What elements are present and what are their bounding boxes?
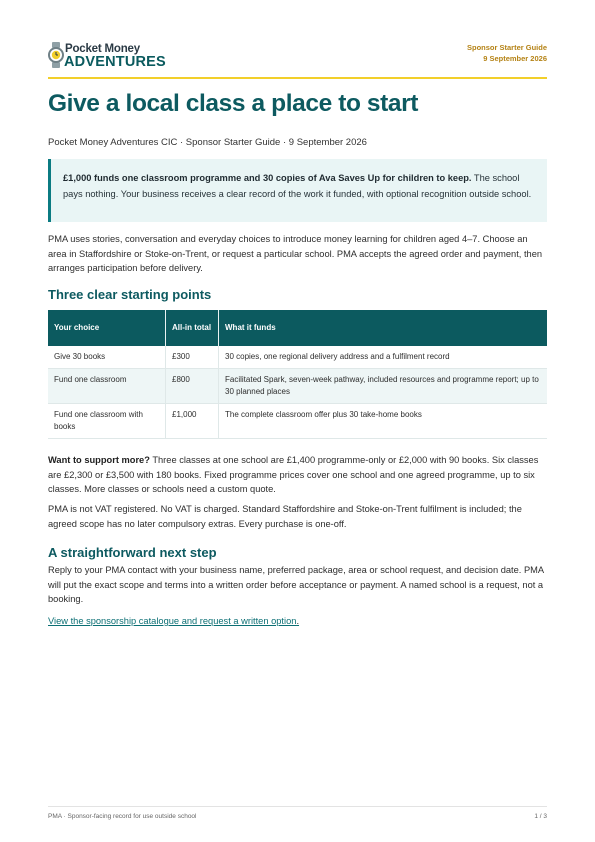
section-heading-options: Three clear starting points [48, 287, 212, 302]
table-cell-choice: Fund one classroom [48, 369, 166, 404]
table-cell-funds: 30 copies, one regional delivery address and a fulfilment record [219, 346, 548, 369]
intro-paragraph: PMA uses stories, conversation and everyday choices to introduce money learning for children aged 4–7. Choose an area in Staffordshire or Stoke-on-Trent, or request a particular school. PMA accepts the agreed order and payment, then arranges participation before delivery. [48, 234, 543, 274]
catalogue-link-line [48, 616, 299, 626]
logo-wordmark-bottom: ADVENTURES [64, 54, 166, 70]
table-cell-choice: Fund one classroom with books [48, 404, 166, 439]
table-cell-total: £800 [166, 369, 219, 404]
header-divider [48, 77, 547, 79]
byline: Pocket Money Adventures CIC · Sponsor Starter Guide · 9 September 2026 [48, 137, 367, 148]
callout-headline: £1,000 funds one classroom programme and 30 copies of Ava Saves Up for children to keep. [63, 173, 472, 183]
table-row [48, 369, 547, 404]
table-header-total: All-in total [166, 310, 219, 346]
table-row [48, 404, 547, 439]
watch-icon [48, 42, 64, 68]
support-more-paragraph [48, 453, 548, 497]
table-cell-total: £1,000 [166, 404, 219, 439]
table-header-row [48, 310, 547, 346]
table-header-choice: Your choice [48, 310, 166, 346]
callout-box [48, 159, 547, 222]
table-cell-funds: Facilitated Spark, seven-week pathway, included resources and programme report; up to 30 planned places [219, 369, 548, 404]
guide-date: 9 September 2026 [483, 54, 547, 63]
table-cell-funds: The complete classroom offer plus 30 take-home books [219, 404, 548, 439]
footer-divider [48, 806, 547, 807]
header-meta [467, 42, 547, 64]
support-more-lead: Want to support more? [48, 455, 150, 465]
table-cell-choice: Give 30 books [48, 346, 166, 369]
options-table [48, 310, 547, 439]
vat-paragraph: PMA is not VAT registered. No VAT is charged. Standard Staffordshire and Stoke-on-Trent fulfilment is included; the agreed scope has no later compulsory extras. Every purchase is one-off. [48, 504, 522, 529]
brand-logo [48, 42, 188, 72]
page-number: 1 / 3 [534, 813, 547, 820]
catalogue-link[interactable]: View the sponsorship catalogue and request a written option [48, 616, 297, 626]
page-header [48, 40, 547, 78]
link-suffix: . [296, 616, 300, 626]
next-step-paragraph: Reply to your PMA contact with your business name, preferred package, area or school request, and decision date. PMA will put the exact scope and terms into a written order before acceptance or payment. A named school is a request, not a booking. [48, 565, 544, 605]
table-header-funds: What it funds [219, 310, 548, 346]
page-title: Give a local class a place to start [48, 90, 419, 117]
logo-wordmark-top: Pocket Money [65, 43, 140, 55]
table-row [48, 346, 547, 369]
footer-note: PMA · Sponsor-facing record for use outside school [48, 813, 197, 820]
section-heading-next-step: A straightforward next step [48, 545, 217, 560]
table-cell-total: £300 [166, 346, 219, 369]
support-more-text: Three classes at one school are £1,400 programme-only or £2,000 with 90 books. Six classes are £2,300 or £3,500 with 180 books. Fixed programme prices cover one school and one agreed programme, up to six classes. More classes or schools need a custom quote. [48, 455, 539, 495]
guide-name: Sponsor Starter Guide [466, 43, 547, 52]
callout-text: The school pays nothing. Your business receives a clear record of the work it funded, with optional recognition outside school. [63, 173, 532, 199]
